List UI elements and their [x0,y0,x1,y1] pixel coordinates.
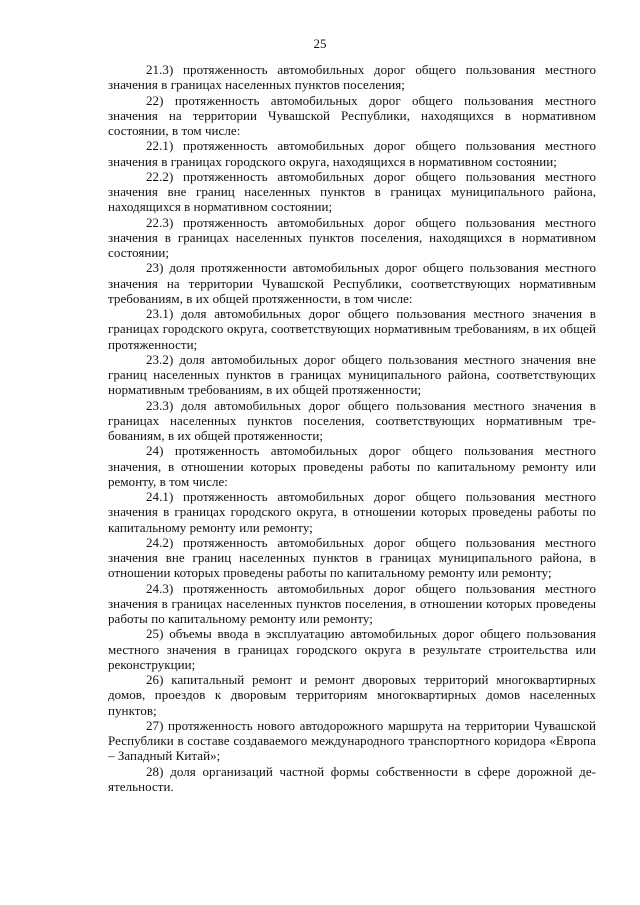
paragraph-24-2: 24.2) протяженность автомобильных дорог общего пользования местного значения вне границ населенных пунктов в границах муниципального района, в отношении которых проведены работы по капитальному ремонту или ремонту; [108,534,596,581]
paragraph-23-3: 23.3) доля автомобильных дорог общего пользования местного значения в границах населенных пунктов поселения, соответствующих нормативным требованиям, в их общей протяженности; [108,397,596,443]
paragraph-27: 27) протяженность нового автодорожного маршрута на территории Чувашской Республики в составе создаваемого международного транспортного коридора «Европа – Западный Китай»; [108,717,596,764]
paragraph-22-1: 22.1) протяженность автомобильных дорог общего пользования местного значения в границах городского округа, находящихся в нормативном состоянии; [108,138,596,169]
paragraph-24: 24) протяженность автомобильных дорог общего пользования местного значения, в отношении которых проведены работы по капитальному ремонту или ремонту, в том числе: [108,443,596,489]
paragraph-28: 28) доля организаций частной формы собственности в сфере дорожной деятельности. [108,763,596,794]
paragraph-23-1: 23.1) доля автомобильных дорог общего пользования местного значения в границах городского округа, соответствующих нормативным требованиям, в их общей протяженности; [108,306,596,352]
paragraph-25: 25) объемы ввода в эксплуатацию автомобильных дорог общего пользования местного значения в границах городского округа в результате строительства или реконструкции; [108,626,596,672]
paragraph-23-2: 23.2) доля автомобильных дорог общего пользования местного значения вне границ населенных пунктов в границах муниципального района, соответствующих нормативным требованиям, в их общей протяженности; [108,351,596,398]
paragraph-22: 22) протяженность автомобильных дорог общего пользования местного значения на территории Чувашской Республики, находящихся в нормативном состоянии, в том числе: [108,92,596,138]
paragraph-22-2: 22.2) протяженность автомобильных дорог общего пользования местного значения вне границ населенных пунктов в границах муниципального района, находящихся в нормативном состоянии; [108,168,596,215]
paragraph-22-3: 22.3) протяженность автомобильных дорог общего пользования местного значения в границах населенных пунктов поселения, находящихся в нормативном состоянии; [108,214,596,260]
paragraph-23: 23) доля протяженности автомобильных дорог общего пользования местного значения на территории Чувашской Республики, соответствующих нормативным требованиям, в их общей протяженности, в том числе: [108,260,596,306]
paragraph-24-1: 24.1) протяженность автомобильных дорог общего пользования местного значения в границах городского округа, в отношении которых проведены работы по капитальному ремонту или ремонту; [108,489,596,535]
paragraph-21-3: 21.3) протяженность автомобильных дорог общего пользования местного значения в границах населенных пунктов поселения; [108,62,596,93]
paragraph-26: 26) капитальный ремонт и ремонт дворовых территорий многоквартирных домов, проездов к дворовым территориям многоквартирных домов населенных пунктов; [108,672,596,718]
document-body [108,62,596,794]
paragraph-24-3: 24.3) протяженность автомобильных дорог общего пользования местного значения в границах населенных пунктов поселения, в отношении которых проведены работы по капитальному ремонту или ремонту; [108,580,596,626]
page-number: 25 [313,36,327,51]
